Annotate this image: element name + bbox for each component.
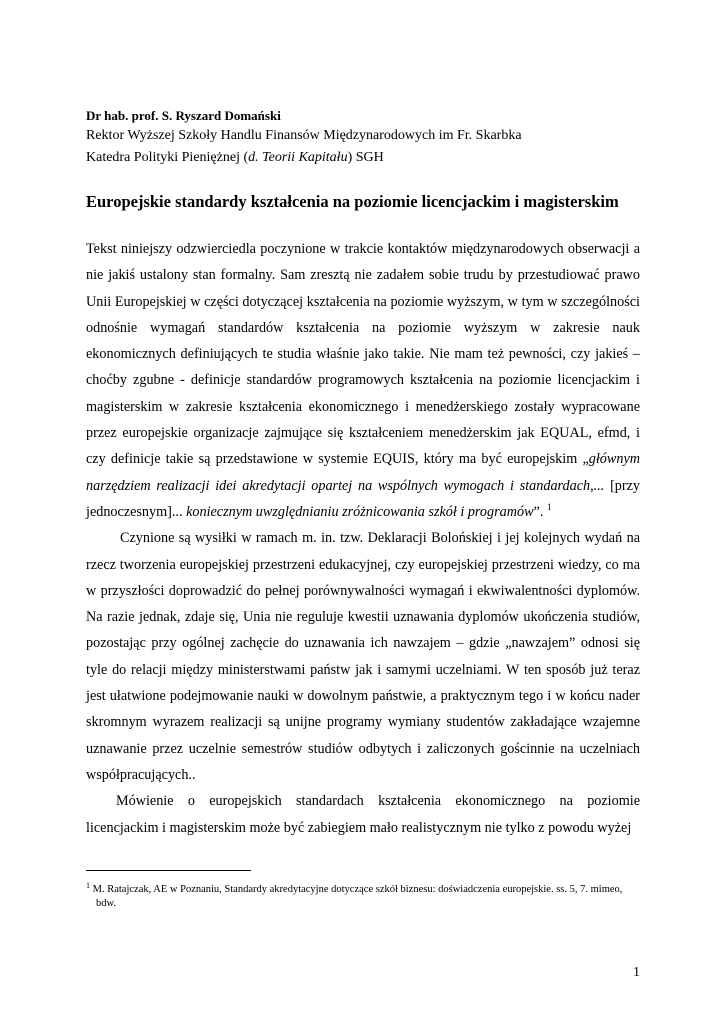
document-title: Europejskie standardy kształcenia na poziomie licencjackim i magisterskim <box>86 192 619 211</box>
footnote: $^1$ M. Ratajczak, AE w Poznaniu, Standardy akredytacyjne dotyczące szkół biznesu: doświadczenia europejskie. ss. 5, 7. mimeo, bdw. <box>86 881 623 909</box>
affiliation-department: Katedra Polityki Pieniężnej (d. Teorii Kapitału) SGH <box>86 150 384 165</box>
affiliation-rector: Rektor Wyższej Szkoły Handlu Finansów Międzynarodowych im Fr. Skarbka <box>86 128 522 143</box>
footnote-divider <box>86 870 251 871</box>
page-number: 1 <box>633 965 640 980</box>
footnote-mark: 1 <box>86 881 90 890</box>
paragraph-1: Tekst niniejszy odzwierciedla poczynione w trakcie kontaktów międzynarodowych obserwacji a nie jakiś ustalony stan formalny. Sam zresztą nie zadałem sobie trudu by przestudiować prawo Unii Europejskiej w części dotyczącej kształcenia na poziomie wyższym, w tym w szczególności odnośnie wymagań standardów kształcenia na poziomie wyższym w zakresie nauk ekonomicznych definiujących te studia właśnie jako takie. Nie mam też pewności, czy jakieś – choćby zgubne - definicje standardów programowych kształcenia na poziomie licencjackim i magisterskim w zakresie kształcenia ekonomicznego i menedżerskiego zostały wypracowane przez europejskie organizacje zajmujące się kształceniem menedżerskim jak EQUAL, efmd, i czy definicje takie są przedstawione w systemie EQUIS, który ma być europejskim „głównym narzędziem realizacji idei akredytacji opartej na wspólnych wymogach i standardach,... [przy jednoczesnym]... koniecznym uwzględnianiu zróżnicowania szkół i programów”. $^1$ <box>86 241 640 520</box>
footnote-reference[interactable]: 1 <box>546 501 552 512</box>
document-body <box>86 236 640 841</box>
author-name: Dr hab. prof. S. Ryszard Domański <box>86 108 281 123</box>
paragraph-2: Czynione są wysiłki w ramach m. in. tzw. Deklaracji Bolońskiej i jej kolejnych wydań na rzecz tworzenia europejskiej przestrzeni edukacyjnej, czy europejskiej przestrzeni wiedzy, co ma w przyszłości doprowadzić do pełnej porównywalności wymagań i ekwiwalentności dyplomów. Na razie jednak, zdaje się, Unia nie reguluje kwestii uznawania dyplomów ukończenia studiów, pozostając przy ogólnej zachęcie do uznawania ich nawzajem – gdzie „nawzajem” odnosi się tyle do relacji między ministerstwami państw jak i samymi uczelniami. W ten sposób już teraz jest ułatwione podejmowanie nauki w dowolnym państwie, a praktycznym tego i w końcu nader skromnym wyrazem realizacji są unijne programy wymiany studentów zakładające wzajemne uznawanie przez uczelnie semestrów studiów odbytych i zaliczonych gościnnie na uczelniach współpracujących.. <box>86 530 640 783</box>
paragraph-3: Mówienie o europejskich standardach kształcenia ekonomicznego na poziomie licencjackim i magisterskim może być zabiegiem mało realistycznym nie tylko z powodu wyżej <box>86 793 640 836</box>
